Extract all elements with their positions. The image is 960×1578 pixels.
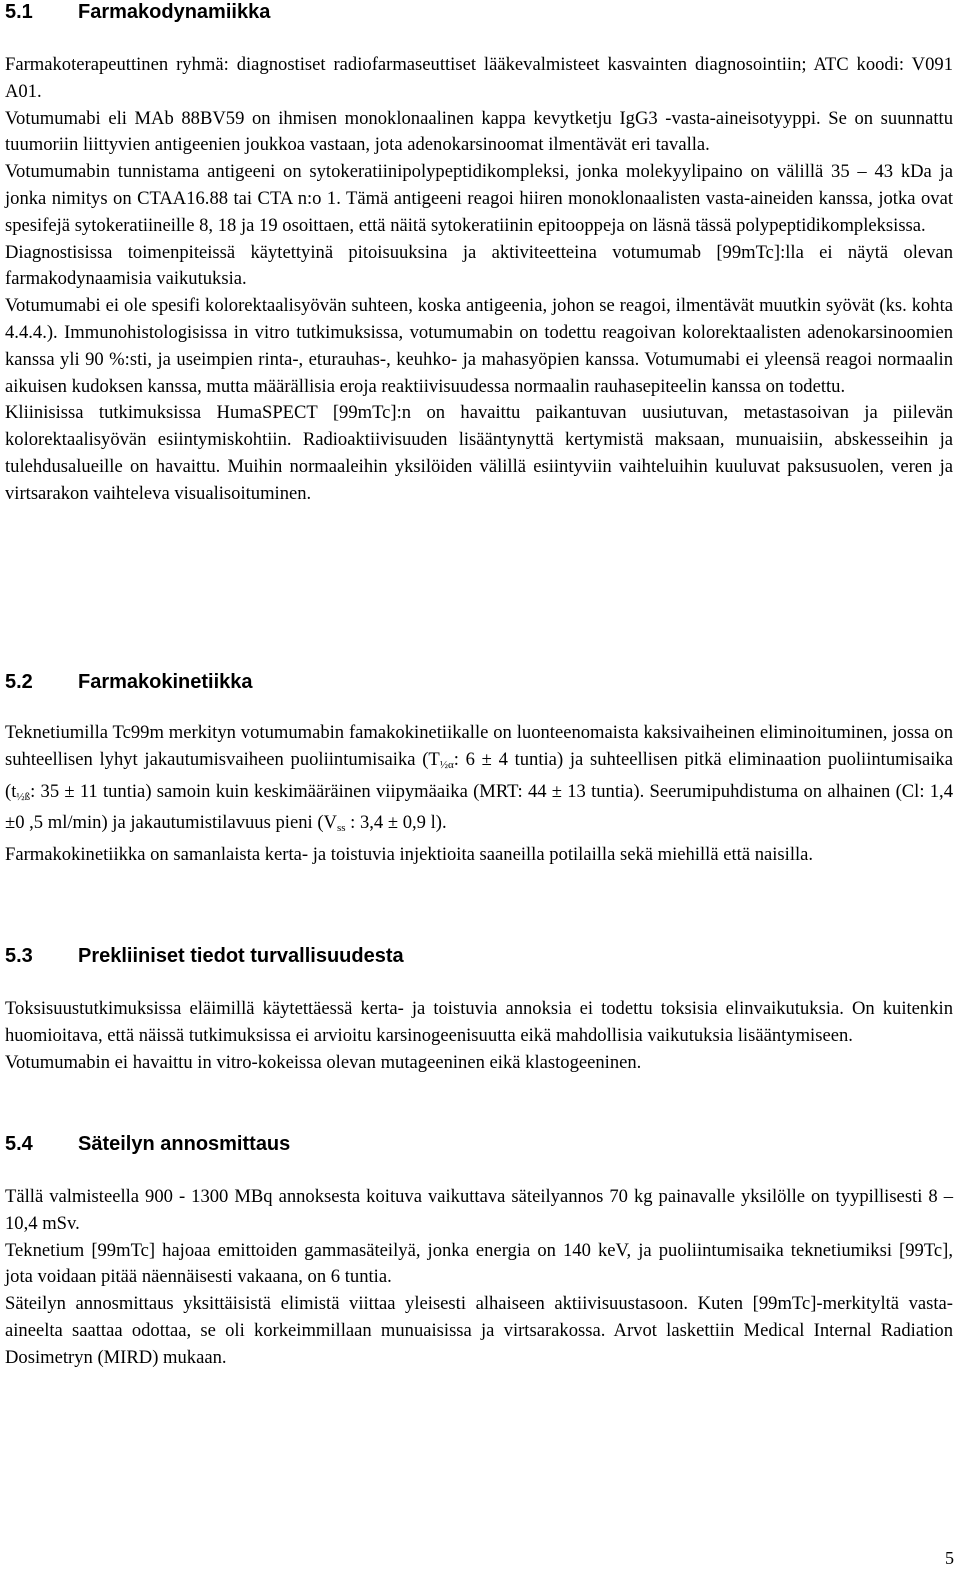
heading-5-1 bbox=[5, 0, 270, 24]
paragraph: Diagnostisissa toimenpiteissä käytettyinä pitoisuuksina ja aktiviteetteina votumumab [99mTc]:lla ei näytä olevan farmakodynaamisia vaikutuksia. bbox=[5, 241, 953, 290]
paragraph bbox=[5, 720, 953, 842]
paragraph: Votumumabin ei havaittu in vitro-kokeissa olevan mutageeninen eikä klastogeeninen. bbox=[5, 1051, 642, 1073]
heading-title: Säteilyn annosmittaus bbox=[78, 1133, 291, 1155]
section-5-4-body bbox=[5, 1184, 953, 1372]
section-5-1-body bbox=[5, 52, 953, 508]
text-run: Teknetiumilla Tc99m merkityn votumumabin famakokinetiikalle on luonteenomaista kaksivaiheinen eliminoituminen, jossa on suhteellisen lyhyt jakautumisvaiheen puoliintumisaika (T bbox=[5, 722, 953, 770]
subscript: ½ß bbox=[16, 790, 31, 803]
heading-5-3 bbox=[5, 944, 404, 968]
text-run: : 6 ± 4 tuntia) ja suhteellisen pitkä eliminaation puoliintumisaika (t bbox=[5, 748, 953, 802]
paragraph: Säteilyn annosmittaus yksittäisistä elimistä viittaa yleisesti alhaiseen aktiivisuustasoon. Kuten [99mTc]-merkityltä vasta-aineelta saattaa odottaa, se oli korkeimmillaan munuaisissa ja virtsarakossa. Arvot laskettiin Medical Internal Radiation Dosimetryn (MIRD) mukaan. bbox=[5, 1293, 953, 1368]
text-run: : 3,4 ± 0,9 l). bbox=[345, 812, 447, 834]
heading-title: Farmakokinetiikka bbox=[78, 671, 253, 693]
heading-number: 5.4 bbox=[5, 1133, 33, 1155]
heading-number: 5.2 bbox=[5, 671, 33, 693]
heading-number: 5.1 bbox=[5, 1, 33, 23]
paragraph: Farmakoterapeuttinen ryhmä: diagnostiset radiofarmaseuttiset lääkevalmisteet kasvainten diagnosointiin; ATC koodi: V091 A01. bbox=[5, 54, 953, 102]
heading-number: 5.3 bbox=[5, 945, 33, 967]
heading-5-2 bbox=[5, 670, 253, 694]
heading-title: Farmakodynamiikka bbox=[78, 1, 271, 23]
subscript: ½α bbox=[439, 758, 454, 771]
page-number: 5 bbox=[945, 1548, 954, 1568]
section-5-3-body bbox=[5, 996, 953, 1076]
paragraph: Toksisuustutkimuksissa eläimillä käytettäessä kerta- ja toistuvia annoksia ei todettu toksisia elinvaikutuksia. On kuitenkin huomioitava, että näissä tutkimuksissa ei arvioitu karsinogeenisuutta eikä mahdollisia vaikutuksia lisääntymiseen. bbox=[5, 998, 953, 1046]
paragraph: Votumumabin tunnistama antigeeni on sytokeratiinipolypeptidikompleksi, jonka molekyylipaino on välillä 35 – 43 kDa ja jonka nimitys on CTAA16.88 tai CTA n:o 1. Tämä antigeeni reagoi hiiren monoklonaalisten vasta-aineiden kanssa, jotka ovat spesifejä sytokeratiineille 8, 18 ja 19 osoittaen, että näitä sytokeratiinin epitooppeja on läsnä tässä polypeptidikompleksissa. bbox=[5, 161, 953, 236]
paragraph: Kliinisissa tutkimuksissa HumaSPECT [99mTc]:n on havaittu paikantuvan uusiutuvan, metastasoivan ja piilevän kolorektaalisyövän esiintymiskohtiin. Radioaktiivisuuden lisääntynyttä kertymistä maksaan, munuaisiin, abskesseihin ja tulehdusalueille on havaittu. Muihin normaaleihin yksilöiden välillä esiintyviin vaihteluihin kuuluvat paksusuolen, veren ja virtsarakon vaihteleva visualisoituminen. bbox=[5, 402, 953, 504]
paragraph: Votumumabi eli MAb 88BV59 on ihmisen monoklonaalinen kappa kevytketju IgG3 -vasta-aineisotyyppi. Se on suunnattu tuumoriin liittyvien antigeenien joukkoa vastaan, jota adenokarsinoomat ilmentävät eri tavalla. bbox=[5, 107, 953, 156]
heading-5-4 bbox=[5, 1132, 290, 1156]
heading-title: Prekliiniset tiedot turvallisuudesta bbox=[78, 945, 404, 967]
paragraph: Votumumabi ei ole spesifi kolorektaalisyövän suhteen, koska antigeenia, johon se reagoi, ilmentävät muutkin syövät (ks. kohta 4.4.4.). Immunohistologisissa in vitro tutkimuksissa, votumumabin on todettu reagoivan kolorektaalisten adenokarsinoomien kanssa yli 90 %:sti, ja useimpien rinta-, eturauhas-, keuhko- ja mahasyöpien kanssa. Votumumabi ei yleensä reagoi normaalin aikuisen kudoksen kanssa, mutta määrällisia eroja reaktiivisuudessa normaalin rauhasepiteelin kanssa on todettu. bbox=[5, 295, 953, 397]
paragraph: Farmakokinetiikka on samanlaista kerta- ja toistuvia injektioita saaneilla potilailla sekä miehillä että naisilla. bbox=[5, 844, 814, 866]
subscript: ss bbox=[336, 822, 346, 835]
paragraph: Teknetium [99mTc] hajoaa emittoiden gammasäteilyä, jonka energia on 140 keV, ja puoliintumisaika teknetiumiksi [99Tc], jota voidaan pitää näennäisesti vakaana, on 6 tuntia. bbox=[5, 1239, 953, 1288]
paragraph: Tällä valmisteella 900 - 1300 MBq annoksesta koituva vaikuttava säteilyannos 70 kg painavalle yksilölle on tyypillisesti 8 – 10,4 mSv. bbox=[5, 1186, 953, 1234]
text-run: : 35 ± 11 tuntia) samoin kuin keskimääräinen viipymäaika (MRT: 44 ± 13 tuntia). Seerumipuhdistuma on alhainen (Cl: 1,4 ±0 ,5 ml/min) ja jakautumistilavuus pieni (V bbox=[5, 780, 953, 834]
section-5-2-body bbox=[5, 720, 953, 869]
